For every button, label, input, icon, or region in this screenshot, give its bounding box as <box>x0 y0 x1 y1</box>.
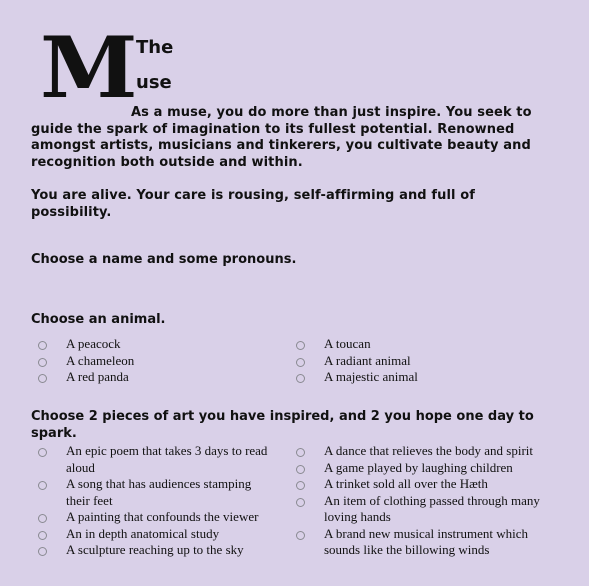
radio-button-icon[interactable] <box>296 374 305 383</box>
art-options-left <box>38 443 278 559</box>
checkbox-icon[interactable] <box>296 481 305 490</box>
art-option[interactable] <box>296 526 556 559</box>
checkbox-icon[interactable] <box>38 514 47 523</box>
art-section-heading: Choose 2 pieces of art you have inspired, and 2 you hope one day to spark. <box>31 409 534 441</box>
animal-option[interactable] <box>38 353 278 370</box>
checkbox-icon[interactable] <box>296 531 305 540</box>
radio-button-icon[interactable] <box>38 374 47 383</box>
art-options-right <box>296 443 556 559</box>
art-option[interactable] <box>38 542 278 559</box>
animal-section-heading: Choose an animal. <box>31 312 166 327</box>
checkbox-icon[interactable] <box>38 531 47 540</box>
radio-button-icon[interactable] <box>296 358 305 367</box>
checkbox-icon[interactable] <box>38 448 47 457</box>
intro-paragraph-1: As a muse, you do more than just inspire. You seek to guide the spark of imagination to its fullest potential. Renowned amongst artists, musicians and tinkerers, you cultivate beauty and recognition both outside and within. <box>31 105 532 170</box>
checkbox-icon[interactable] <box>296 498 305 507</box>
option-label: A song that has audiences stamping their feet <box>66 476 252 508</box>
art-option[interactable] <box>296 493 556 526</box>
radio-button-icon[interactable] <box>38 358 47 367</box>
title-dropcap: M <box>40 18 132 117</box>
animal-option[interactable] <box>38 336 278 353</box>
animal-options-right <box>296 336 556 386</box>
art-option[interactable] <box>38 476 278 509</box>
option-label: A game played by laughing children <box>324 459 513 475</box>
checkbox-icon[interactable] <box>38 547 47 556</box>
art-option[interactable] <box>38 443 278 476</box>
title-line-2: use <box>136 72 172 93</box>
option-label: A radiant animal <box>324 352 411 368</box>
option-label: A peacock <box>66 336 121 351</box>
animal-option[interactable] <box>296 336 556 353</box>
option-label: A red panda <box>66 369 129 384</box>
option-label: A trinket sold all over the Hæth <box>324 476 488 491</box>
checkbox-icon[interactable] <box>296 448 305 457</box>
title-line-1: The <box>136 37 174 58</box>
option-label: An item of clothing passed through many loving hands <box>324 492 540 524</box>
radio-button-icon[interactable] <box>296 341 305 350</box>
option-label: A brand new musical instrument which sounds like the billowing winds <box>324 525 528 557</box>
animal-option[interactable] <box>296 369 556 386</box>
checkbox-icon[interactable] <box>296 465 305 474</box>
art-option[interactable] <box>296 460 556 477</box>
option-label: An epic poem that takes 3 days to read aloud <box>66 443 268 475</box>
checkbox-icon[interactable] <box>38 481 47 490</box>
radio-button-icon[interactable] <box>38 341 47 350</box>
option-label: A toucan <box>324 336 371 351</box>
art-option[interactable] <box>38 509 278 526</box>
name-section-heading: Choose a name and some pronouns. <box>31 252 297 267</box>
option-label: A chameleon <box>66 352 135 368</box>
option-label: An in depth anatomical study <box>66 525 220 541</box>
intro-paragraph-2: You are alive. Your care is rousing, self-affirming and full of possibility. <box>31 188 475 220</box>
art-option[interactable] <box>296 476 556 493</box>
option-label: A sculpture reaching up to the sky <box>66 542 244 557</box>
animal-option[interactable] <box>38 369 278 386</box>
option-label: A painting that confounds the viewer <box>66 509 259 524</box>
art-option[interactable] <box>296 443 556 460</box>
animal-option[interactable] <box>296 353 556 370</box>
art-option[interactable] <box>38 526 278 543</box>
option-label: A dance that relieves the body and spirit <box>324 443 534 458</box>
option-label: A majestic animal <box>324 369 418 384</box>
animal-options-left <box>38 336 278 386</box>
